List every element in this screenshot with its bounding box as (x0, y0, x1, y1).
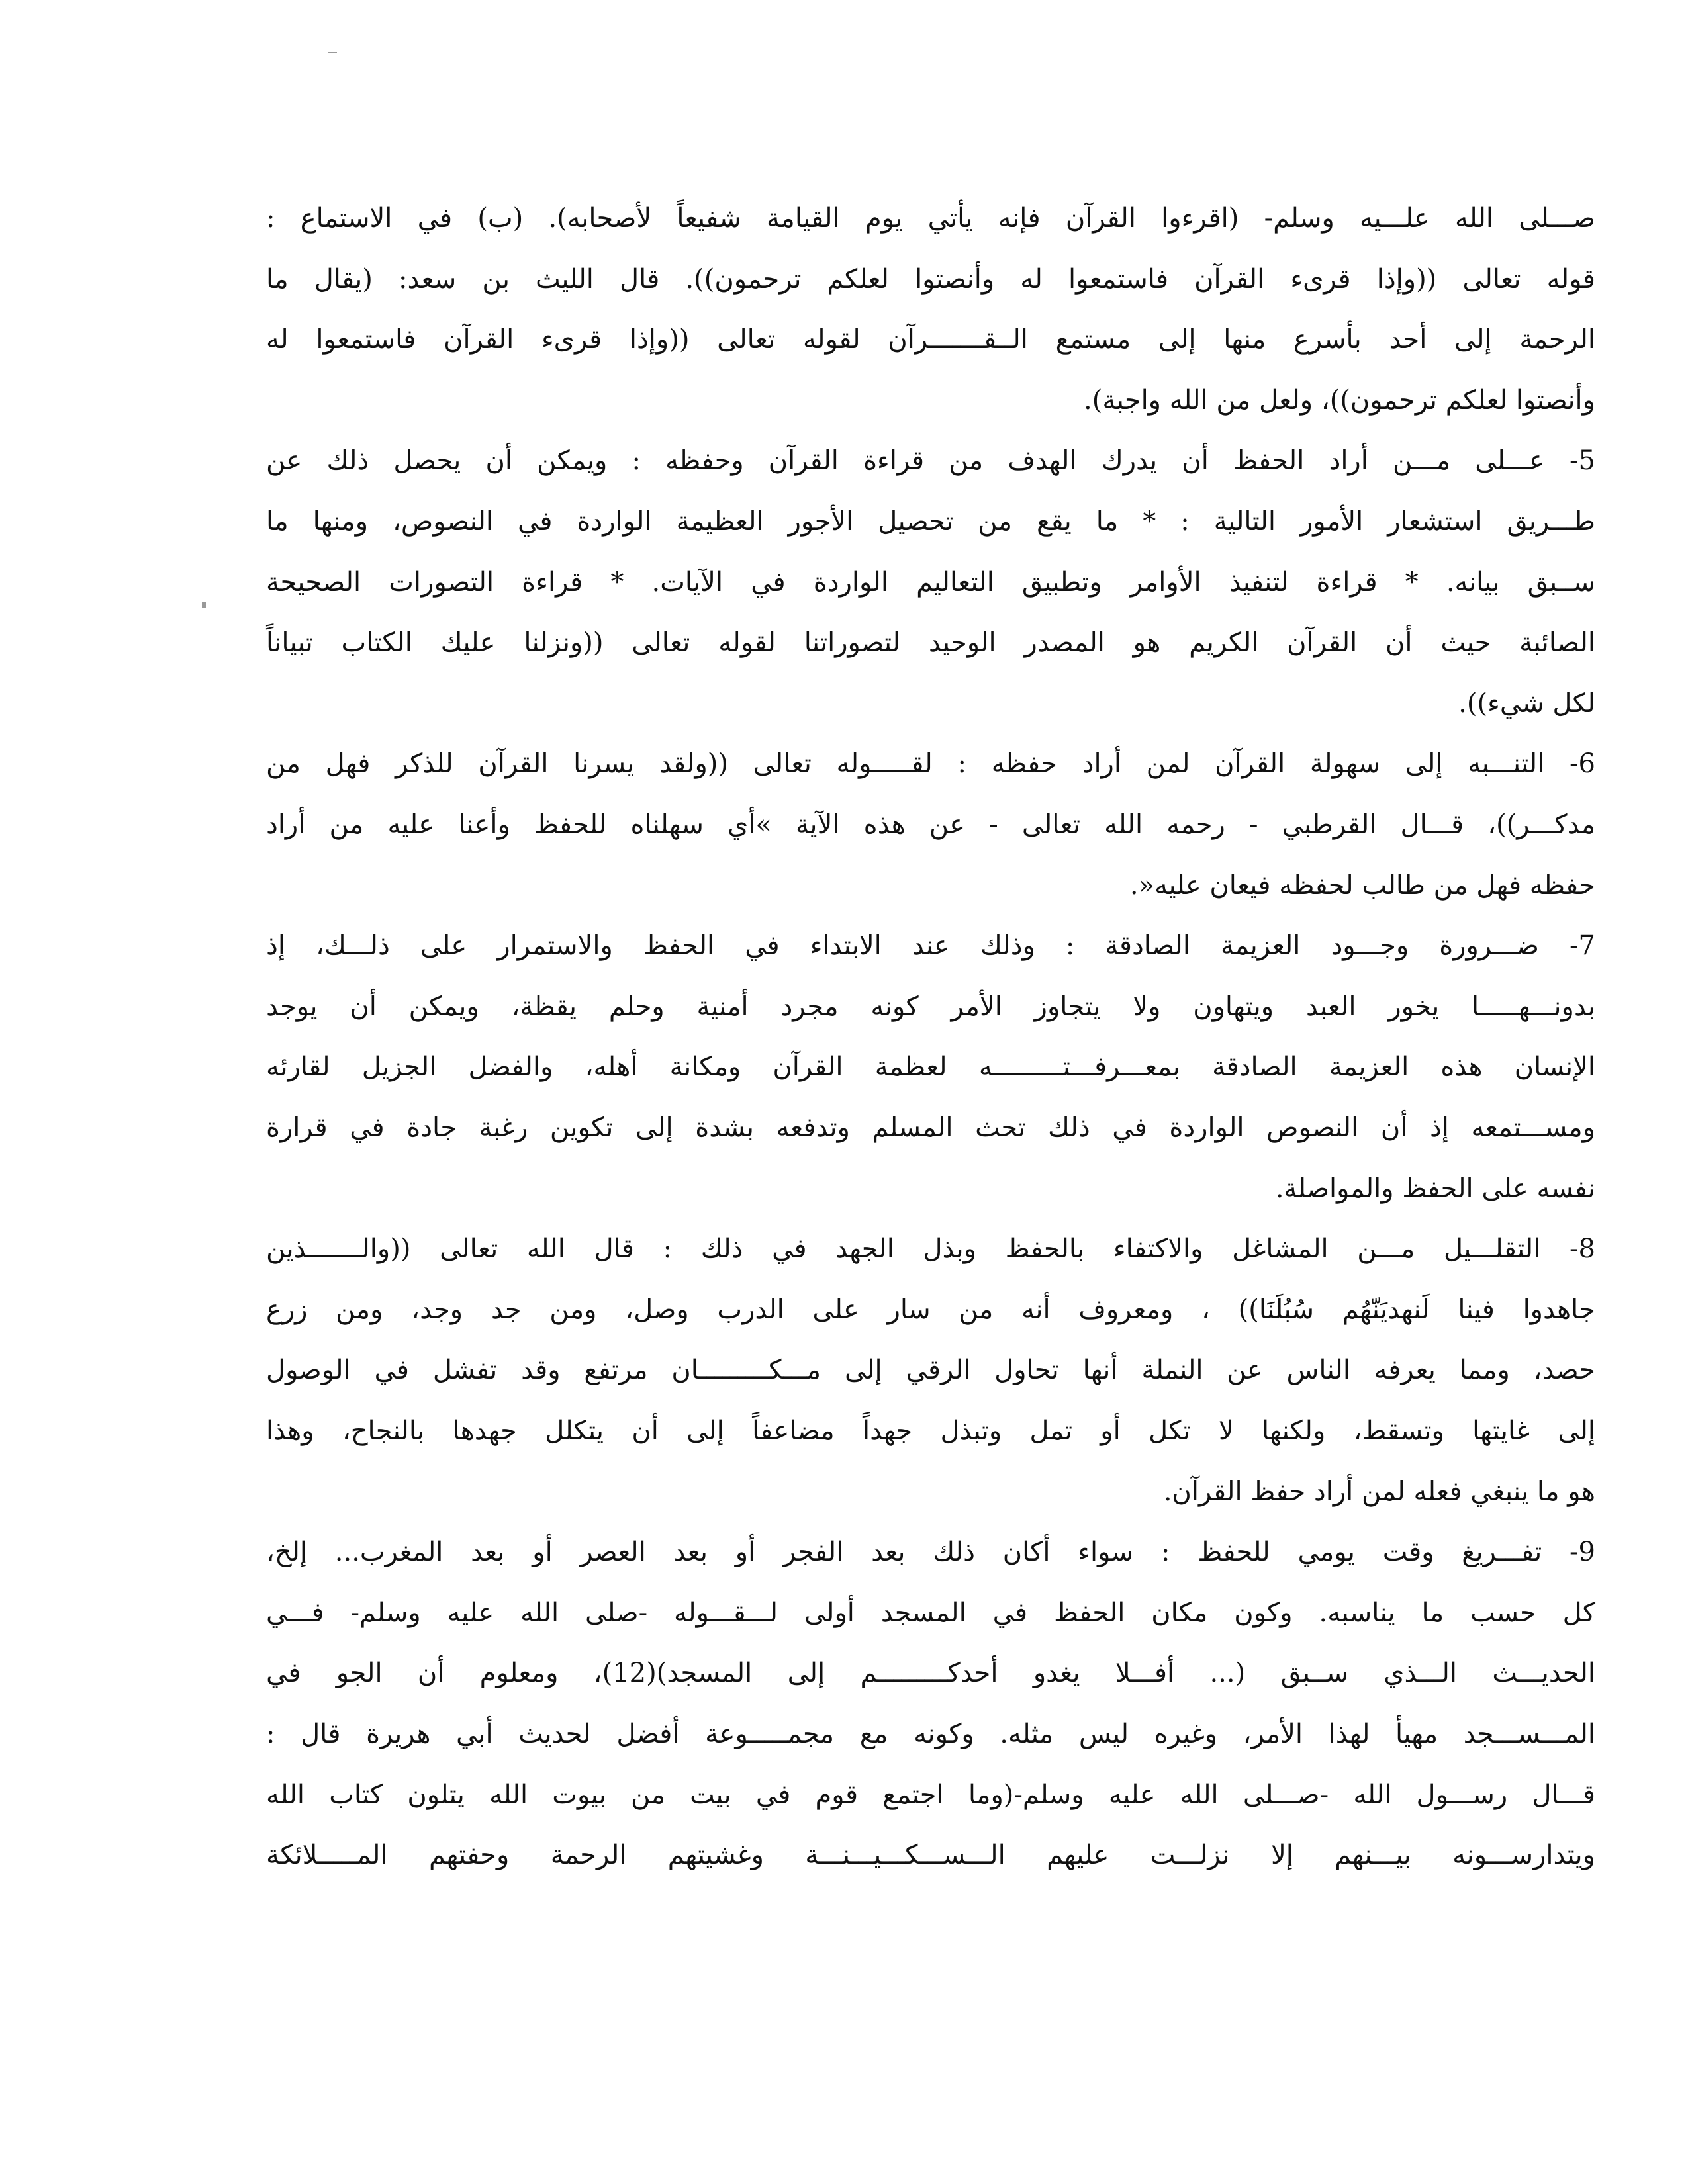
text-line: بدونـــهـــــا يخور العبد ويتهاون ولا يتجاوز الأمر كونه مجرد أمنية وحلم يقظة، ويمكن أن يوجد (266, 991, 1595, 1022)
text-line: لكل شيء)). (1458, 688, 1595, 719)
text-line: 6- التنـــبه إلى سهولة القرآن لمن أراد حفظه : لقـــــوله تعالى ((ولقد يسرنا القرآن للذكر فهل من (266, 749, 1595, 780)
text-line: 8- التقلـــيل مـــن المشاغل والاكتفاء بالحفظ وبذل الجهد في ذلك : قال الله تعالى ((والـــــــذين (266, 1234, 1595, 1265)
scan-speck (328, 52, 337, 53)
text-line: حصد، ومما يعرفه الناس عن النملة أنها تحاول الرقي إلى مـــكـــــــــان مرتفع وقد تفشل في الوصول (266, 1355, 1595, 1386)
scan-speck (202, 602, 206, 608)
text-line: قـــال رســـول الله -صـــلى الله عليه وسلم-(وما اجتمع قوم في بيت من بيوت الله يتلون كتاب الله (266, 1779, 1595, 1810)
text-line: وأنصتوا لعلكم ترحمون))، ولعل من الله واجبة). (1084, 385, 1595, 416)
text-line: ســبق بيانه. * قراءة لتنفيذ الأوامر وتطبيق التعاليم الواردة في الآيات. * قراءة التصورات الصحيحة (266, 567, 1595, 598)
text-line: 7- ضـــرورة وجـــود العزيمة الصادقة : وذلك عند الابتداء في الحفظ والاستمرار على ذلـــك، إذ (266, 931, 1595, 962)
text-line: المـــســـجد مهيأ لهذا الأمر، وغيره ليس مثله. وكونه مع مجمـــــوعة أفضل لحديث أبي هريرة قال : (266, 1719, 1595, 1749)
text-line: 9- تفـــريغ وقت يومي للحفظ : سواء أكان ذلك بعد الفجر أو بعد العصر أو بعد المغرب... إلخ، (266, 1537, 1595, 1568)
text-line: الرحمة إلى أحد بأسرع منها إلى مستمع الــقـــــــرآن لقوله تعالى ((وإذا قرىء القرآن فاستمعوا له (266, 324, 1595, 355)
text-line: الصائبة حيث أن القرآن الكريم هو المصدر الوحيد لتصوراتنا لقوله تعالى ((ونزلنا عليك الكتاب تبياناً (266, 627, 1595, 659)
text-line: قوله تعالى ((وإذا قرىء القرآن فاستمعوا له وأنصتوا لعلكم ترحمون)). قال الليث بن سعد: (يقال ما (266, 263, 1596, 295)
text-line: الإنسان هذه العزيمة الصادقة بمعـــرفـــتـــــــــه لعظمة القرآن ومكانة أهله، والفضل الجزيل لقارئه (266, 1052, 1595, 1083)
text-line: ويتدارســـونه بيـــنهم إلا نزلـــت عليهم الـــســـكـــيـــنـــة وغشيتهم الرحمة وحفتهم المـــــلائكة (266, 1840, 1595, 1871)
text-line: هو ما ينبغي فعله لمن أراد حفظ القرآن. (1163, 1476, 1595, 1507)
text-line: طـــريق استشعار الأمور التالية : * ما يقع من تحصيل الأجور العظيمة الواردة في النصوص، ومنها ما (266, 506, 1595, 537)
text-line: جاهدوا فينا لَنهديَنّهُم سُبُلَنَا)) ، ومعروف أنه من سار على الدرب وصل، ومن جد وجد، ومن زرع (266, 1294, 1595, 1325)
text-line: كل حسب ما يناسبه. وكون مكان الحفظ في المسجد أولى لـــقـــوله -صلى الله عليه وسلم- فـــي (266, 1597, 1595, 1628)
text-line: صـــلى الله علـــيه وسلم- (اقرءوا القرآن فإنه يأتي يوم القيامة شفيعاً لأصحابه). (ب) في الاستماع : (266, 203, 1595, 234)
text-line: مدكـــر))، قـــال القرطبي - رحمه الله تعالى - عن هذه الآية »أي سهلناه للحفظ وأعنا عليه من أراد (266, 809, 1596, 840)
text-line: 5- عـــلى مـــن أراد الحفظ أن يدرك الهدف من قراءة القرآن وحفظه : ويمكن أن يحصل ذلك عن (266, 445, 1595, 477)
text-line: إلى غايتها وتسقط، ولكنها لا تكل أو تمل وتبذل جهداً مضاعفاً إلى أن يتكلل جهدها بالنجاح، وهذا (266, 1416, 1595, 1446)
text-line: الحديـــث الـــذي ســبق (... أفـــلا يغدو أحدكـــــــــم إلى المسجد)(12)، ومعلوم أن الجو في (266, 1658, 1595, 1689)
text-line: نفسه على الحفظ والمواصلة. (1275, 1173, 1595, 1204)
text-line: ومســـتمعه إذ أن النصوص الواردة في ذلك تحث المسلم وتدفعه بشدة إلى تكوين رغبة جادة في قرارة (266, 1113, 1595, 1143)
text-line: حفظه فهل من طالب لحفظه فيعان عليه«. (1129, 870, 1595, 901)
